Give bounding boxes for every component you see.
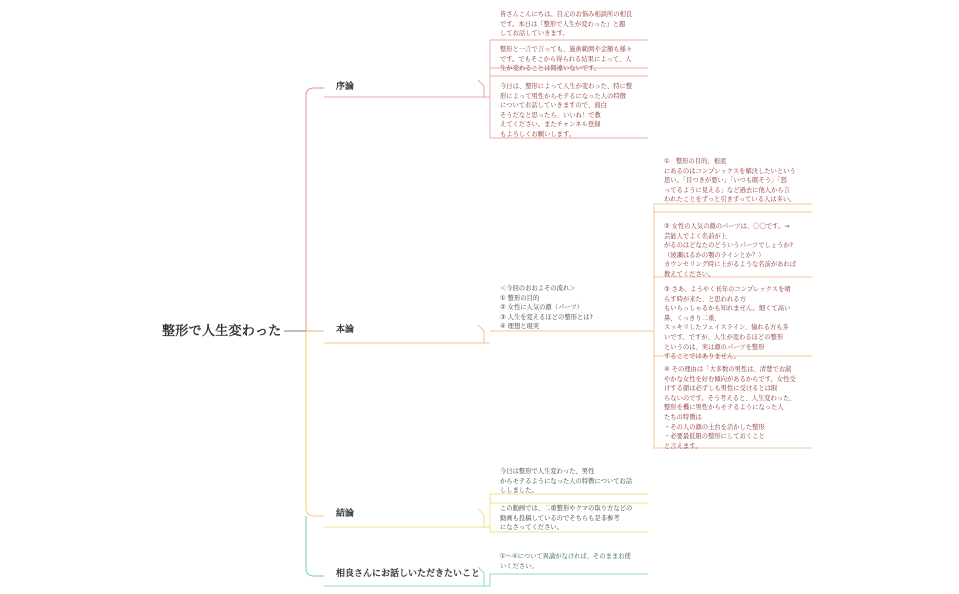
request-note-1[interactable]: ①～④について異論がなければ、そのままお使 いください。 <box>500 553 631 570</box>
trunk-green <box>306 516 324 576</box>
root-topic[interactable]: 整形で人生変わった <box>162 324 282 339</box>
trunk-red <box>306 88 324 331</box>
intro-note-3[interactable]: 今日は、整形によって人生が変わった、特に整 形によって男性からモテるになった人の特徴 についてお話していきますので、面白 そうだなと思ったら、いいね！で教 えてください。またチャンネル登録 もよろしくお願いします。 <box>500 83 633 138</box>
intro-note-1[interactable]: 皆さんこんにちは。目元のお悩み相談所の相良 です。本日は『整形で人生が変わった』と題 してお話していきます。 <box>500 11 633 38</box>
conclusion-note-1[interactable]: 今日は整形で人生変わった、男性 からモテるようになった人の特徴についてお話 ししました。 <box>500 468 633 495</box>
main-note-3[interactable]: ③ さあ、ようやく長年のコンプレックスを晴 らす時が来た、と思われる方 もいらっしゃるかも知れません。細くて高い 鼻、くっきり二重、 スッキリしたフェイスライン、憧れる方も多 いです。ですが、人生が変わるほどの整形 というのは、実は顔のパーツを整形 することではありません。 <box>664 286 791 361</box>
main-summary-note[interactable]: ＜今回のおおよその流れ＞ ① 整形の目的 ② 女性に人気の顔（パーツ） ③ 人生を変えるほどの整形とは? ④ 理想と現実 <box>500 285 593 331</box>
trunk-yellow <box>306 331 324 516</box>
main-note-2[interactable]: ② 女性の人気の顔のパーツは、〇〇です。→ 芸能人でよく名前が上 がるのはどなたのどういうパーツでしょうか? （綾瀬はるかの顎のラインとか？） カウンセリング時に上がるような名前があれば 教えてください。 <box>664 223 797 278</box>
main-summary-connector <box>484 331 648 343</box>
branch-request[interactable]: 相良さんにお話しいただきたいこと <box>336 569 481 579</box>
branch-conclusion[interactable]: 結論 <box>336 509 355 519</box>
branch-main[interactable]: 本論 <box>336 325 355 335</box>
main-note-1[interactable]: ① 整形の目的、根底 にあるのはコンプレックスを解決したいという 思い。「目つきが悪い」「いつも眠そう」「怒 ってるように見える」など過去に他人から言 われたことをずっと引きずっている人は多い。 <box>664 158 796 204</box>
branch-intro[interactable]: 序論 <box>336 82 355 92</box>
conclusion-note-2[interactable]: この動画では、二重整形やクマの取り方などの 動画も投稿しているのでそちらも是非参考 になさってください。 <box>500 505 633 532</box>
request-connectors <box>484 574 648 586</box>
intro-note-2[interactable]: 整形と一言で言っても、施術範囲や金額も様々 です。でもそこから得られる結果によって、人 生が変わることは間違いないです。 <box>500 46 633 73</box>
main-note-4[interactable]: ④ その理由は「大多数の男性は、清楚でお淑 やかな女性を好む傾向があるからです。女性受 けする顔は必ずしも男性に受けるとは限 らないのです。そう考えると、人生変わった、 整形を機に男性からモテるようになった人 たちの特徴は ・その人の顔の土台を活かした整形 ・必要最低限の整形にしておくこと と言えます。 <box>664 366 796 450</box>
